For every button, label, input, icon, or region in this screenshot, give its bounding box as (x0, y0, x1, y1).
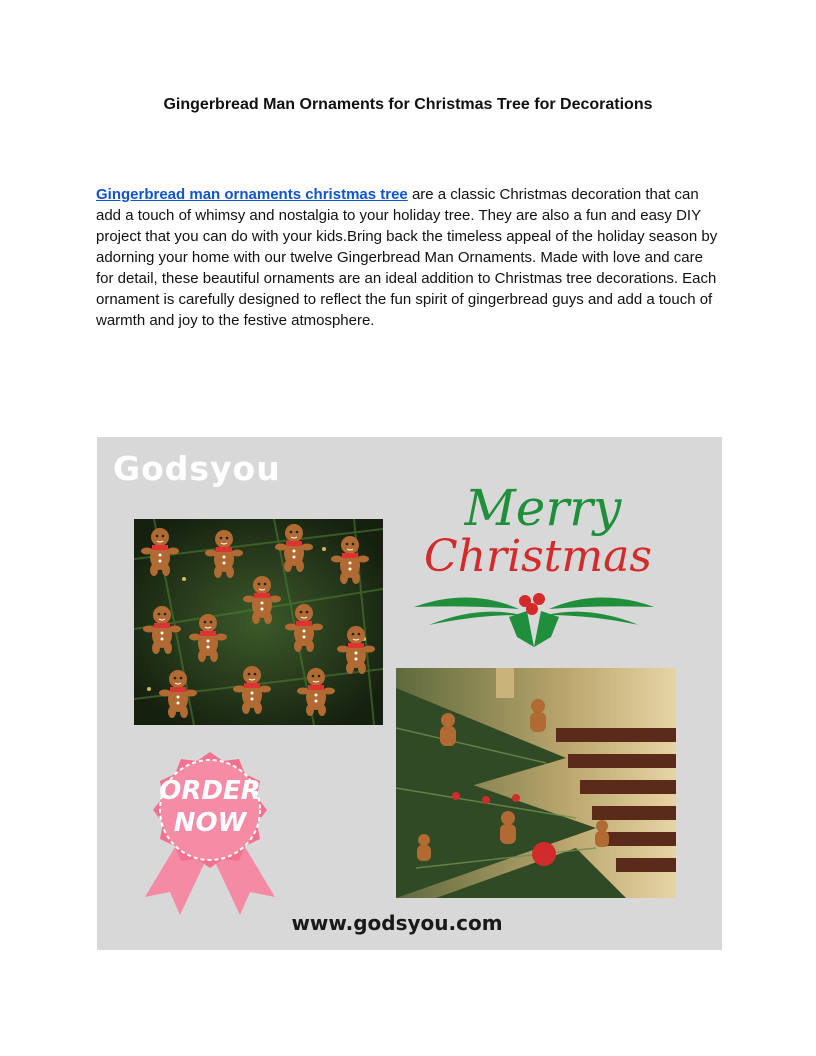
website-url: www.godsyou.com (291, 911, 503, 935)
christmas-heading: Christmas (424, 531, 652, 582)
intro-paragraph (96, 184, 720, 331)
promo-banner (97, 437, 722, 950)
tree-photo (396, 668, 676, 898)
ornament-grid-photo (134, 519, 383, 725)
holly-icon (409, 587, 659, 647)
order-line-1: ORDER (159, 776, 261, 806)
ornament-grid-image (134, 519, 383, 725)
brand-logo (113, 449, 281, 488)
product-link[interactable]: Gingerbread man ornaments christmas tree (96, 186, 408, 203)
document-title: Gingerbread Man Ornaments for Christmas Tree for Decorations (163, 96, 653, 113)
order-line-2: NOW (173, 808, 247, 838)
brand-name: Godsyou (113, 449, 281, 488)
order-now-button[interactable] (145, 775, 275, 839)
tree-image (396, 668, 676, 898)
merry-heading: Merry (464, 479, 622, 537)
intro-text: are a classic Christmas decoration that can add a touch of whimsy and nostalgia to your holiday tree. They are also a fun and easy DIY project that you can do with your kids.Bring back the timeless appeal of the holiday season by adorning your home with our twelve Gingerbread Man Ornaments. Made with love and care for detail, these beautiful ornaments are an ideal addition to Christmas tree decorations. Each ornament is carefully designed to reflect the fun spirit of gingerbread guys and add a touch of warmth and joy to the festive atmosphere. (96, 186, 718, 329)
